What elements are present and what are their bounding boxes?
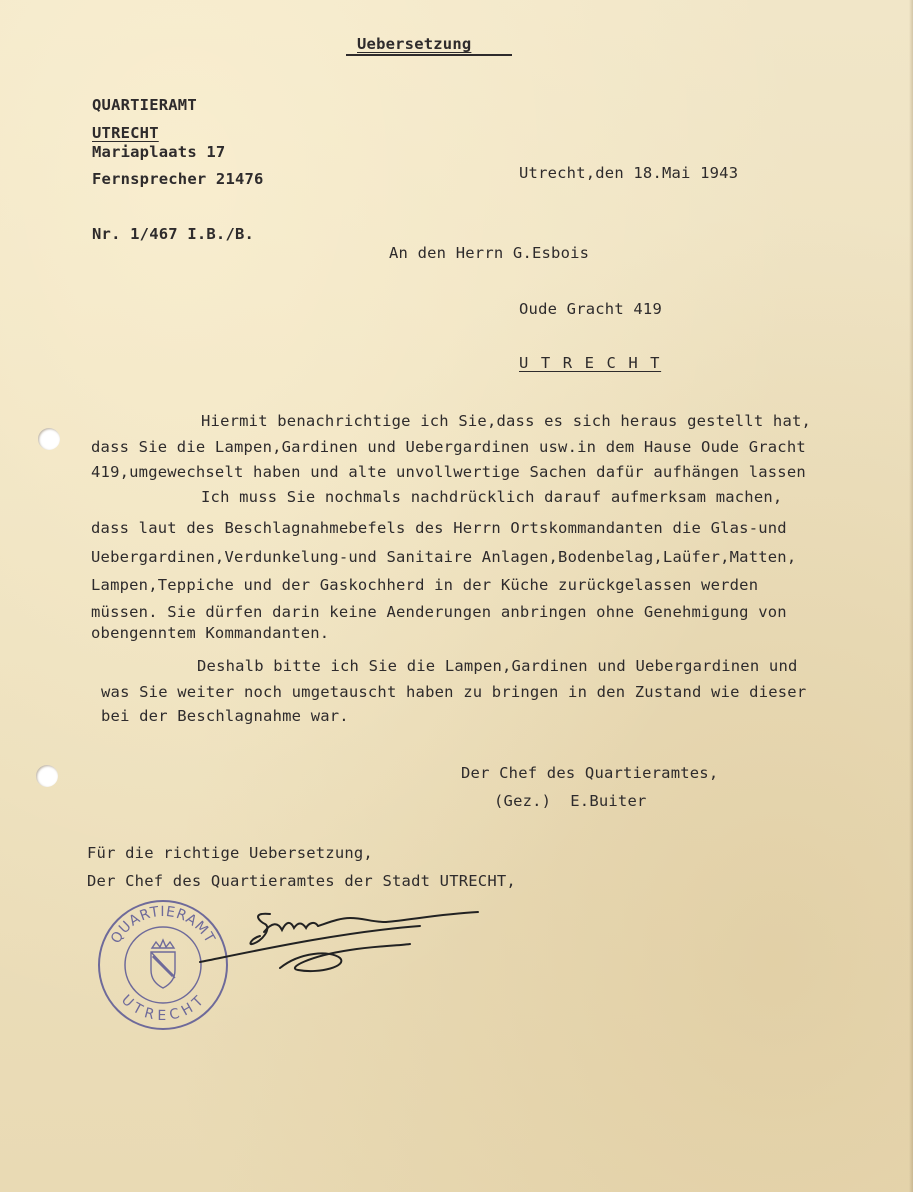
- body-line: Hiermit benachrichtige ich Sie,dass es sich heraus gestellt hat,: [201, 412, 812, 430]
- sender-phone: Fernsprecher 21476: [92, 170, 264, 188]
- page-bottom-margin: [0, 1192, 913, 1200]
- body-line: Deshalb bitte ich Sie die Lampen,Gardinen und Uebergardinen und: [197, 657, 798, 675]
- body-line: obengenntem Kommandanten.: [91, 624, 330, 642]
- recipient-city: U T R E C H T: [519, 354, 662, 372]
- closing-title: Der Chef des Quartieramtes,: [461, 764, 719, 782]
- document-title: Uebersetzung: [357, 35, 472, 53]
- body-line: dass laut des Beschlagnahmebefels des Herrn Ortskommandanten die Glas-und: [91, 519, 787, 537]
- body-line: müssen. Sie dürfen darin keine Aenderungen anbringen ohne Genehmigung von: [91, 603, 787, 621]
- page-edge-shadow: [909, 0, 913, 1200]
- body-line: was Sie weiter noch umgetauscht haben zu bringen in den Zustand wie dieser: [101, 683, 807, 701]
- certification-line-2: Der Chef des Quartieramtes der Stadt UTRECHT,: [87, 872, 516, 890]
- stamp-bottom-text: UTRECHT: [118, 991, 208, 1024]
- body-line: Lampen,Teppiche und der Gaskochherd in der Küche zurückgelassen werden: [91, 576, 759, 594]
- body-line: bei der Beschlagnahme war.: [101, 707, 349, 725]
- sender-street: Mariaplaats 17: [92, 143, 226, 161]
- recipient-street: Oude Gracht 419: [519, 300, 662, 318]
- closing-signed: (Gez.) E.Buiter: [494, 792, 647, 810]
- certification-line-1: Für die richtige Uebersetzung,: [87, 844, 373, 862]
- sender-office: QUARTIERAMT: [92, 96, 197, 114]
- coat-of-arms-icon: [151, 940, 175, 988]
- body-line: Uebergardinen,Verdunkelung-und Sanitaire Anlagen,Bodenbelag,Laüfer,Matten,: [91, 548, 797, 566]
- reference-number: Nr. 1/467 I.B./B.: [92, 225, 255, 243]
- handwritten-signature: [190, 892, 490, 1002]
- punch-hole: [38, 428, 60, 450]
- title-underline: [346, 54, 512, 56]
- recipient-name: An den Herrn G.Esbois: [389, 244, 590, 262]
- punch-hole: [36, 765, 58, 787]
- body-line: dass Sie die Lampen,Gardinen und Uebergardinen usw.in dem Hause Oude Gracht: [91, 438, 806, 456]
- date-line: Utrecht,den 18.Mai 1943: [519, 164, 739, 182]
- sender-city: UTRECHT: [92, 124, 159, 142]
- body-line: 419,umgewechselt haben und alte unvollwertige Sachen dafür aufhängen lassen: [91, 463, 806, 481]
- stamp-top-text: QUARTIERAMT: [107, 903, 219, 947]
- body-line: Ich muss Sie nochmals nachdrücklich darauf aufmerksam machen,: [201, 488, 783, 506]
